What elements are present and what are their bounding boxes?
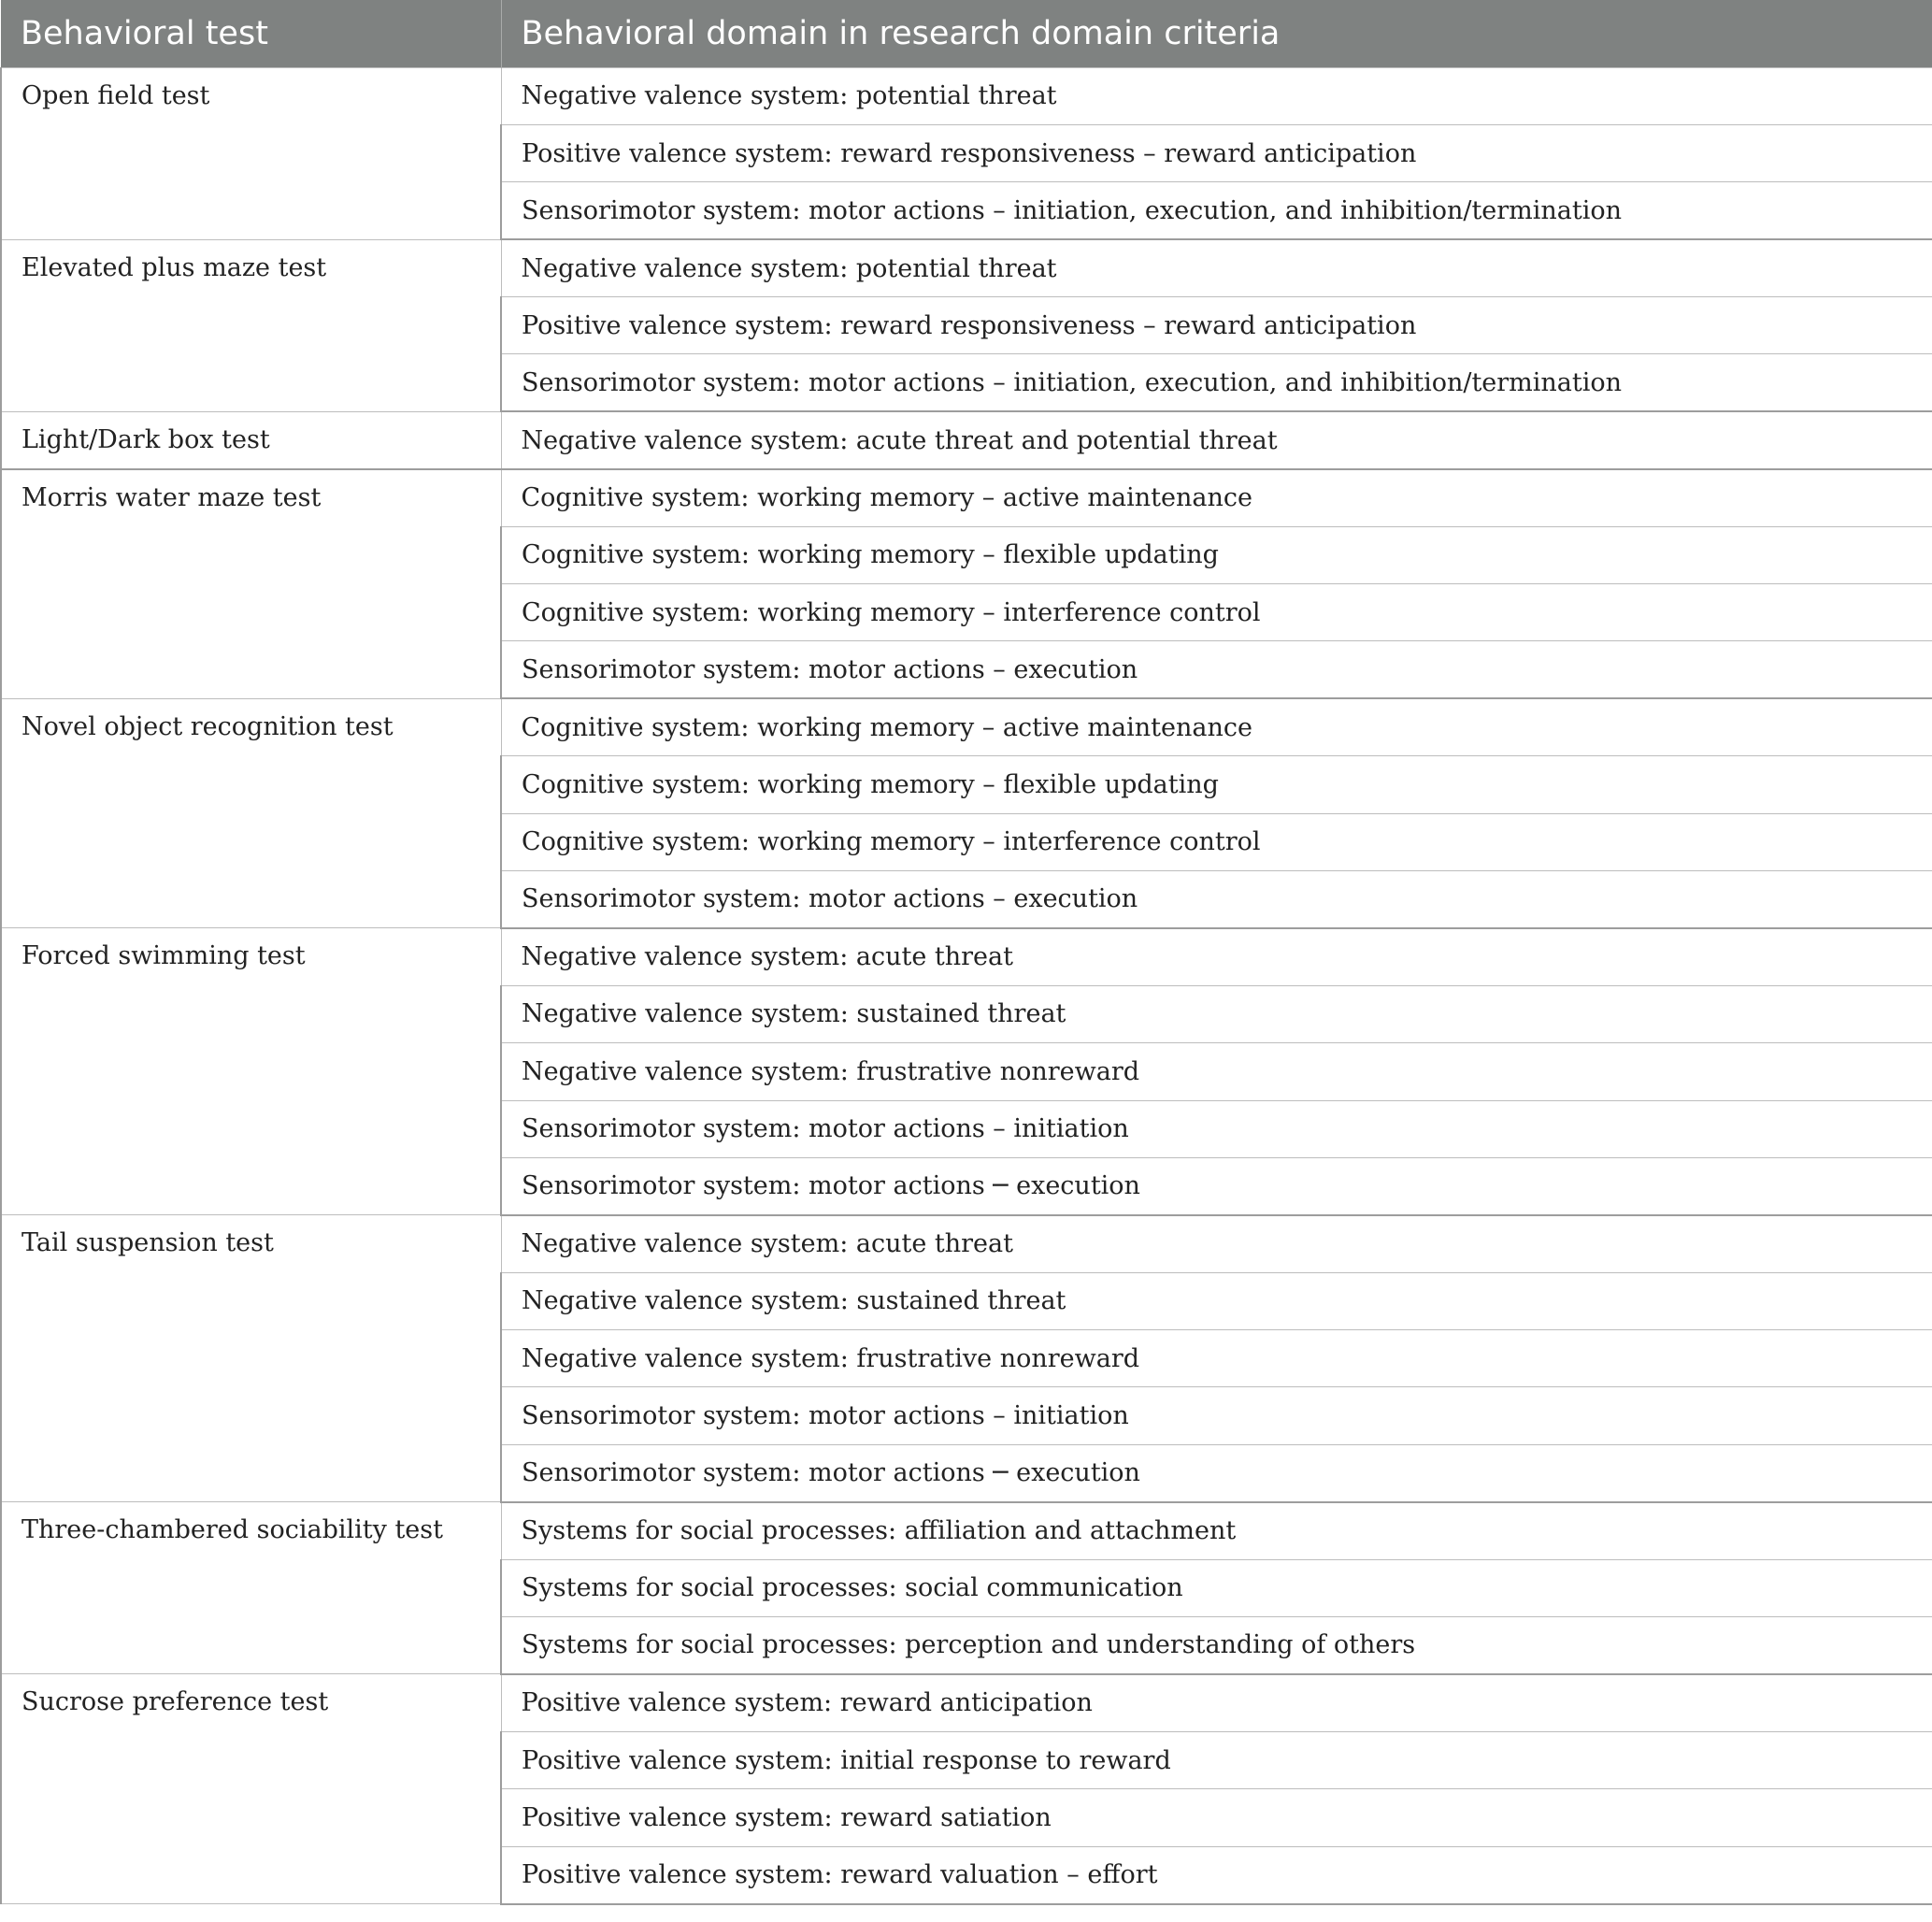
domain-cell: Sensorimotor system: motor actions – initiation — [501, 1387, 1932, 1444]
domain-cell: Negative valence system: acute threat — [501, 1215, 1932, 1272]
domain-cell: Positive valence system: reward valuation – effort — [501, 1846, 1932, 1903]
domain-cell: Cognitive system: working memory – flexible updating — [501, 756, 1932, 813]
domain-cell: Systems for social processes: affiliation and attachment — [501, 1502, 1932, 1559]
table-row — [1, 1215, 1932, 1272]
domain-cell: Negative valence system: potential threat — [501, 239, 1932, 296]
behavioral-test-cell: Tail suspension test — [1, 1215, 501, 1502]
domain-cell: Sensorimotor system: motor actions ─ execution — [501, 1157, 1932, 1214]
behavioral-test-cell: Light/Dark box test — [1, 411, 501, 468]
domain-cell: Sensorimotor system: motor actions – initiation, execution, and inhibition/termination — [501, 182, 1932, 239]
domain-cell: Negative valence system: sustained threat — [501, 1272, 1932, 1329]
table-row — [1, 239, 1932, 296]
domain-cell: Cognitive system: working memory – flexible updating — [501, 526, 1932, 583]
domain-cell: Positive valence system: reward anticipation — [501, 1674, 1932, 1731]
behavioral-test-cell: Morris water maze test — [1, 469, 501, 699]
domain-cell: Negative valence system: acute threat and potential threat — [501, 411, 1932, 468]
behavioral-test-cell: Three-chambered sociability test — [1, 1502, 501, 1674]
behavioral-test-cell: Novel object recognition test — [1, 698, 501, 928]
table-header — [1, 0, 1932, 67]
domain-cell: Sensorimotor system: motor actions – initiation, execution, and inhibition/termination — [501, 354, 1932, 411]
domain-cell: Positive valence system: reward responsiveness – reward anticipation — [501, 124, 1932, 181]
domain-cell: Cognitive system: working memory – active maintenance — [501, 469, 1932, 526]
table-row — [1, 698, 1932, 755]
behavioral-test-cell: Forced swimming test — [1, 928, 501, 1215]
header-behavioral-test: Behavioral test — [1, 0, 501, 67]
domain-cell: Cognitive system: working memory – active maintenance — [501, 698, 1932, 755]
domain-cell: Negative valence system: frustrative nonreward — [501, 1330, 1932, 1387]
domain-cell: Systems for social processes: social communication — [501, 1559, 1932, 1616]
domain-cell: Positive valence system: reward satiation — [501, 1789, 1932, 1846]
table-row — [1, 469, 1932, 526]
behavioral-test-cell: Open field test — [1, 67, 501, 239]
header-behavioral-domain: Behavioral domain in research domain criteria — [501, 0, 1932, 67]
domain-cell: Negative valence system: frustrative nonreward — [501, 1043, 1932, 1100]
domain-cell: Negative valence system: potential threat — [501, 67, 1932, 124]
domain-cell: Sensorimotor system: motor actions – execution — [501, 870, 1932, 927]
header-row — [1, 0, 1932, 67]
table-body — [1, 67, 1932, 1904]
domain-cell: Positive valence system: reward responsiveness – reward anticipation — [501, 297, 1932, 354]
table-row — [1, 1502, 1932, 1559]
domain-cell: Sensorimotor system: motor actions ─ execution — [501, 1444, 1932, 1501]
domain-cell: Sensorimotor system: motor actions – execution — [501, 641, 1932, 698]
behavioral-test-cell: Elevated plus maze test — [1, 239, 501, 411]
domain-cell: Cognitive system: working memory – interference control — [501, 584, 1932, 641]
domain-cell: Positive valence system: initial response to reward — [501, 1731, 1932, 1788]
behavioral-test-cell: Sucrose preference test — [1, 1674, 501, 1904]
domain-cell: Sensorimotor system: motor actions – initiation — [501, 1100, 1932, 1157]
table-row — [1, 1674, 1932, 1731]
domain-cell: Negative valence system: sustained threat — [501, 985, 1932, 1042]
table-row — [1, 928, 1932, 985]
table-row — [1, 67, 1932, 124]
domain-cell: Cognitive system: working memory – interference control — [501, 813, 1932, 870]
domain-cell: Negative valence system: acute threat — [501, 928, 1932, 985]
table-row — [1, 411, 1932, 468]
domain-cell: Systems for social processes: perception and understanding of others — [501, 1617, 1932, 1674]
